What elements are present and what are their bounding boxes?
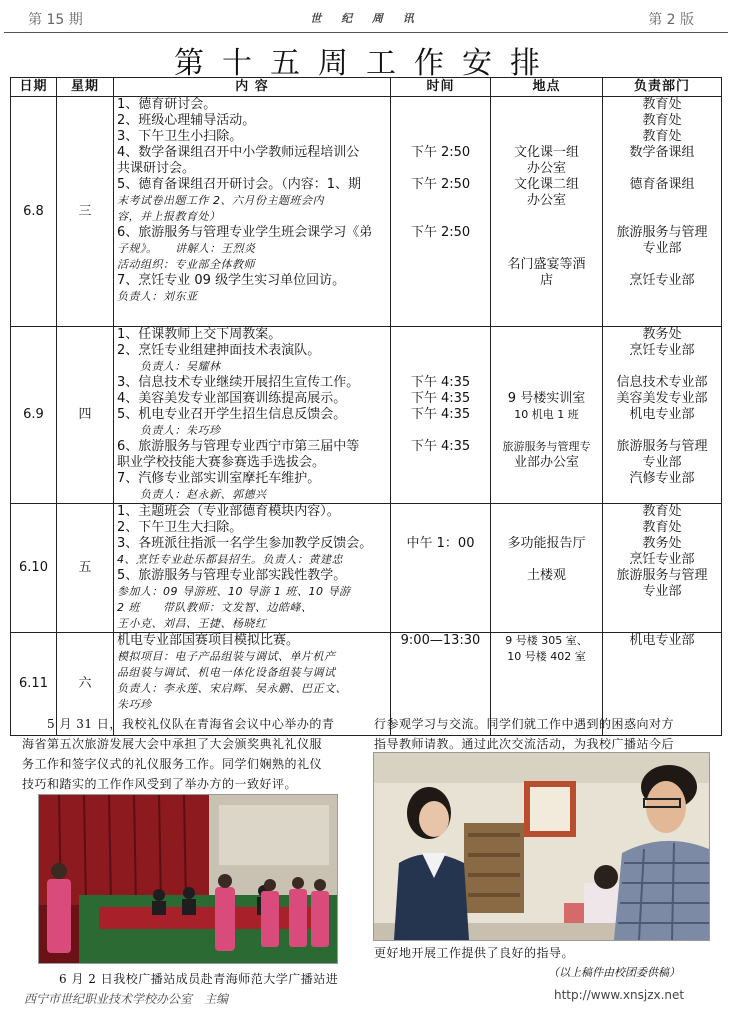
header-rule bbox=[4, 32, 728, 33]
dept-line bbox=[606, 649, 718, 665]
dept-line: 专业部 bbox=[642, 584, 682, 599]
place-line bbox=[494, 343, 599, 359]
time-line bbox=[394, 289, 487, 305]
row-time bbox=[391, 504, 491, 633]
dept-line bbox=[606, 289, 718, 305]
time-line bbox=[394, 552, 487, 568]
article-credit: （以上稿件由校团委供稿） bbox=[548, 966, 680, 979]
time-line: 下午 4:35 bbox=[410, 439, 471, 454]
content-line: 1、任课教师上交下周教案。 bbox=[117, 327, 282, 342]
time-line bbox=[394, 584, 487, 600]
time-line: 9:00—13:30 bbox=[400, 633, 481, 648]
article-bottom-right bbox=[374, 943, 714, 963]
row-place bbox=[491, 327, 603, 504]
table-header-row bbox=[11, 78, 722, 97]
time-line bbox=[394, 327, 487, 343]
time-line: 下午 4:35 bbox=[410, 391, 471, 406]
row-content bbox=[114, 327, 391, 504]
time-line: 下午 4:35 bbox=[410, 375, 471, 390]
place-line bbox=[494, 520, 599, 536]
content-line: 1、主题班会（专业部德育模块内容）。 bbox=[117, 504, 340, 519]
content-line: 负责人：朱巧珍 bbox=[117, 424, 221, 437]
article-line: 海省第五次旅游发展大会中承担了大会颁奖典礼礼仪服 bbox=[22, 737, 323, 751]
time-line bbox=[394, 600, 487, 616]
row-weekday: 四 bbox=[57, 327, 114, 504]
page-header bbox=[0, 0, 732, 34]
content-line: 6、旅游服务与管理专业学生班会课学习《弟 bbox=[117, 225, 373, 240]
time-line bbox=[394, 359, 487, 375]
content-line: 子规》。 讲解人：王烈炎 bbox=[117, 242, 256, 255]
row-dept bbox=[603, 97, 722, 327]
dept-line bbox=[606, 423, 718, 439]
content-line: 5、德育备课组召开研讨会。（内容：1、期 bbox=[117, 177, 362, 192]
place-line bbox=[494, 584, 599, 600]
place-line bbox=[494, 327, 599, 343]
exchange-photo bbox=[373, 752, 710, 941]
place-line bbox=[494, 113, 599, 129]
dept-line: 旅游服务与管理 bbox=[616, 568, 708, 583]
place-line: 办公室 bbox=[526, 193, 566, 208]
page-number: 第 2 版 bbox=[648, 12, 694, 28]
page-title: 第十五周工作安排 bbox=[174, 46, 558, 81]
time-line bbox=[394, 568, 487, 584]
header-time: 时间 bbox=[391, 78, 491, 97]
content-line: 模拟项目：电子产品组装与调试、单片机产 bbox=[117, 650, 336, 663]
row-time bbox=[391, 327, 491, 504]
header-content: 内 容 bbox=[114, 78, 391, 97]
dept-line: 教育处 bbox=[642, 520, 682, 535]
dept-line bbox=[606, 681, 718, 697]
content-line: 参加人：09 导游班、10 导游 1 班、10 导游 bbox=[117, 585, 351, 598]
place-line bbox=[494, 600, 599, 616]
table-row bbox=[11, 504, 722, 633]
row-weekday: 五 bbox=[57, 504, 114, 633]
dept-line: 教育处 bbox=[642, 129, 682, 144]
time-line bbox=[394, 649, 487, 665]
time-line: 下午 2:50 bbox=[410, 225, 471, 240]
dept-line bbox=[606, 665, 718, 681]
content-line: 职业学校技能大赛参赛选手选拔会。 bbox=[117, 455, 326, 470]
place-line bbox=[494, 697, 599, 713]
row-weekday: 三 bbox=[57, 97, 114, 327]
issue-number: 第 15 期 bbox=[28, 12, 83, 28]
time-line bbox=[394, 487, 487, 503]
place-line: 旅游服务与管理专 bbox=[502, 440, 591, 453]
header-dept: 负责部门 bbox=[603, 78, 722, 97]
place-line bbox=[494, 209, 599, 225]
header-weekday: 星期 bbox=[57, 78, 114, 97]
dept-line: 汽修专业部 bbox=[629, 471, 695, 486]
time-line bbox=[394, 520, 487, 536]
row-time bbox=[391, 97, 491, 327]
dept-line bbox=[606, 697, 718, 713]
content-line: 2 班 带队教师：文发智、边皓峰、 bbox=[117, 601, 313, 614]
footer-editor: 西宁市世纪职业技术学校办公室 主编 bbox=[24, 992, 229, 1006]
article-line: 更好地开展工作提供了良好的指导。 bbox=[374, 946, 575, 960]
place-line: 9 号楼 305 室、 bbox=[505, 634, 588, 647]
newspaper-name: 世 纪 周 讯 bbox=[310, 12, 422, 25]
row-date: 6.11 bbox=[11, 633, 57, 736]
time-line: 下午 2:50 bbox=[410, 145, 471, 160]
content-line: 负责人：刘东亚 bbox=[117, 290, 198, 303]
time-line bbox=[394, 681, 487, 697]
place-line: 文化课一组 bbox=[513, 145, 579, 160]
time-line: 下午 4:35 bbox=[410, 407, 471, 422]
content-line: 品组装与调试、机电一体化设备组装与调试 bbox=[117, 666, 336, 679]
content-line: 2、班级心理辅导活动。 bbox=[117, 113, 256, 128]
content-line: 负责人：李永莲、宋启辉、吴永鹏、巴正文、 bbox=[117, 682, 347, 695]
content-line: 共课研讨会。 bbox=[117, 161, 196, 176]
place-line bbox=[494, 359, 599, 375]
place-line bbox=[494, 487, 599, 503]
dept-line: 烹饪专业部 bbox=[629, 552, 695, 567]
dept-line: 教育处 bbox=[642, 113, 682, 128]
dept-line: 烹饪专业部 bbox=[629, 273, 695, 288]
content-line: 朱巧珍 bbox=[117, 698, 152, 711]
place-line: 名门盛宴等酒 bbox=[507, 257, 586, 272]
place-line: 10 号楼 402 室 bbox=[507, 650, 586, 663]
row-content bbox=[114, 97, 391, 327]
content-line: 5、机电专业召开学生招生信息反馈会。 bbox=[117, 407, 347, 422]
article-line: 行参观学习与交流。同学们就工作中遇到的困惑向对方 bbox=[374, 717, 675, 731]
header-date: 日期 bbox=[11, 78, 57, 97]
dept-line bbox=[606, 616, 718, 632]
content-line: 7、烹饪专业 09 级学生实习单位回访。 bbox=[117, 273, 346, 288]
place-line bbox=[494, 681, 599, 697]
row-content bbox=[114, 504, 391, 633]
table-row bbox=[11, 327, 722, 504]
dept-line: 专业部 bbox=[642, 455, 682, 470]
content-line: 2、烹饪专业组建抻面技术表演队。 bbox=[117, 343, 321, 358]
time-line bbox=[394, 257, 487, 273]
place-line bbox=[494, 225, 599, 241]
content-line: 末考试卷出题工作 2、六月份主题班会内 bbox=[117, 194, 324, 207]
place-line: 文化课二组 bbox=[513, 177, 579, 192]
content-line: 4、美容美发专业部国赛训练提高展示。 bbox=[117, 391, 347, 406]
place-line bbox=[494, 504, 599, 520]
dept-line bbox=[606, 487, 718, 503]
place-line bbox=[494, 289, 599, 305]
row-place bbox=[491, 97, 603, 327]
time-line bbox=[394, 241, 487, 257]
place-line bbox=[494, 616, 599, 632]
place-line bbox=[494, 375, 599, 391]
time-line bbox=[394, 193, 487, 209]
time-line bbox=[394, 504, 487, 520]
dept-line: 美容美发专业部 bbox=[616, 391, 708, 406]
time-line bbox=[394, 209, 487, 225]
content-line: 容，并上报教育处） bbox=[117, 210, 221, 223]
place-line: 店 bbox=[539, 273, 553, 288]
header-place: 地点 bbox=[491, 78, 603, 97]
article-line: 指导教师请教。通过此次交流活动，为我校广播站今后 bbox=[374, 737, 675, 751]
article-line: 6 月 2 日我校广播站成员赴青海师范大学广播站进 bbox=[34, 972, 339, 986]
row-dept bbox=[603, 327, 722, 504]
time-line bbox=[394, 697, 487, 713]
place-line: 办公室 bbox=[526, 161, 566, 176]
dept-line: 专业部 bbox=[642, 241, 682, 256]
place-line bbox=[494, 241, 599, 257]
ceremony-photo bbox=[38, 794, 338, 964]
time-line bbox=[394, 665, 487, 681]
place-line bbox=[494, 97, 599, 113]
content-line: 3、信息技术专业继续开展招生宣传工作。 bbox=[117, 375, 360, 390]
dept-line: 德育备课组 bbox=[629, 177, 695, 192]
content-line: 5、旅游服务与管理专业部实践性教学。 bbox=[117, 568, 347, 583]
dept-line: 数学备课组 bbox=[629, 145, 695, 160]
time-line bbox=[394, 471, 487, 487]
exchange-photo-image bbox=[374, 753, 709, 940]
place-line: 10 机电 1 班 bbox=[514, 408, 579, 421]
place-line bbox=[494, 552, 599, 568]
place-line: 业部办公室 bbox=[513, 455, 579, 470]
time-line bbox=[394, 273, 487, 289]
article-line: 5 月 31 日，我校礼仪队在青海省会议中心举办的青 bbox=[22, 717, 335, 731]
place-line bbox=[494, 129, 599, 145]
article-line: 技巧和踏实的工作作风受到了举办方的一致好评。 bbox=[22, 777, 298, 791]
content-line: 机电专业部国赛项目模拟比赛。 bbox=[117, 633, 300, 648]
content-line: 4、烹饪专业赴乐都县招生。负责人：黄建忠 bbox=[117, 553, 343, 566]
content-line: 2、下午卫生大扫除。 bbox=[117, 520, 243, 535]
time-line bbox=[394, 455, 487, 471]
content-line: 7、汽修专业部实训室摩托车维护。 bbox=[117, 471, 321, 486]
schedule-table bbox=[10, 77, 722, 736]
time-line bbox=[394, 129, 487, 145]
time-line bbox=[394, 97, 487, 113]
dept-line: 教育处 bbox=[642, 97, 682, 112]
content-line: 6、旅游服务与管理专业西宁市第三届中等 bbox=[117, 439, 360, 454]
time-line bbox=[394, 161, 487, 177]
dept-line bbox=[606, 600, 718, 616]
dept-line: 机电专业部 bbox=[629, 633, 695, 648]
time-line bbox=[394, 423, 487, 439]
content-line: 活动组织：专业部全体教师 bbox=[117, 258, 255, 271]
content-line: 1、德育研讨会。 bbox=[117, 97, 217, 112]
row-place bbox=[491, 504, 603, 633]
content-line: 4、数学备课组召开中小学教师远程培训公 bbox=[117, 145, 360, 160]
content-line: 负责人：赵永新、郭德兴 bbox=[117, 488, 267, 501]
footer-url[interactable]: http://www.xnsjzx.net bbox=[554, 988, 685, 1002]
place-line bbox=[494, 471, 599, 487]
dept-line bbox=[606, 161, 718, 177]
dept-line: 机电专业部 bbox=[629, 407, 695, 422]
content-line: 3、各班派往指派一名学生参加教学反馈会。 bbox=[117, 536, 373, 551]
dept-line: 信息技术专业部 bbox=[616, 375, 708, 390]
time-line: 中午 1：00 bbox=[406, 536, 475, 551]
place-line: 土楼观 bbox=[526, 568, 566, 583]
time-line bbox=[394, 616, 487, 632]
place-line bbox=[494, 423, 599, 439]
place-line bbox=[494, 665, 599, 681]
article-line: 务工作和签字仪式的礼仪服务工作。同学们娴熟的礼仪 bbox=[22, 757, 323, 771]
dept-line bbox=[606, 257, 718, 273]
place-line: 多功能报告厅 bbox=[507, 536, 586, 551]
row-date: 6.9 bbox=[11, 327, 57, 504]
row-date: 6.8 bbox=[11, 97, 57, 327]
dept-line: 旅游服务与管理 bbox=[616, 439, 708, 454]
dept-line: 教务处 bbox=[642, 327, 682, 342]
content-line: 3、下午卫生小扫除。 bbox=[117, 129, 243, 144]
row-dept bbox=[603, 504, 722, 633]
dept-line: 教育处 bbox=[642, 504, 682, 519]
row-weekday: 六 bbox=[57, 633, 114, 736]
dept-line: 烹饪专业部 bbox=[629, 343, 695, 358]
row-date: 6.10 bbox=[11, 504, 57, 633]
article-right bbox=[374, 714, 714, 754]
content-line: 负责人：吴耀林 bbox=[117, 360, 221, 373]
place-line: 9 号楼实训室 bbox=[507, 391, 586, 406]
dept-line: 教务处 bbox=[642, 536, 682, 551]
content-line: 王小克、刘昌、王捷、杨晓红 bbox=[117, 617, 267, 630]
article-bottom-left bbox=[34, 969, 374, 989]
table-row bbox=[11, 97, 722, 327]
dept-line bbox=[606, 193, 718, 209]
dept-line: 旅游服务与管理 bbox=[616, 225, 708, 240]
article-left bbox=[22, 714, 372, 794]
time-line bbox=[394, 113, 487, 129]
ceremony-photo-image bbox=[39, 795, 337, 963]
dept-line bbox=[606, 209, 718, 225]
time-line: 下午 2:50 bbox=[410, 177, 471, 192]
time-line bbox=[394, 343, 487, 359]
dept-line bbox=[606, 359, 718, 375]
